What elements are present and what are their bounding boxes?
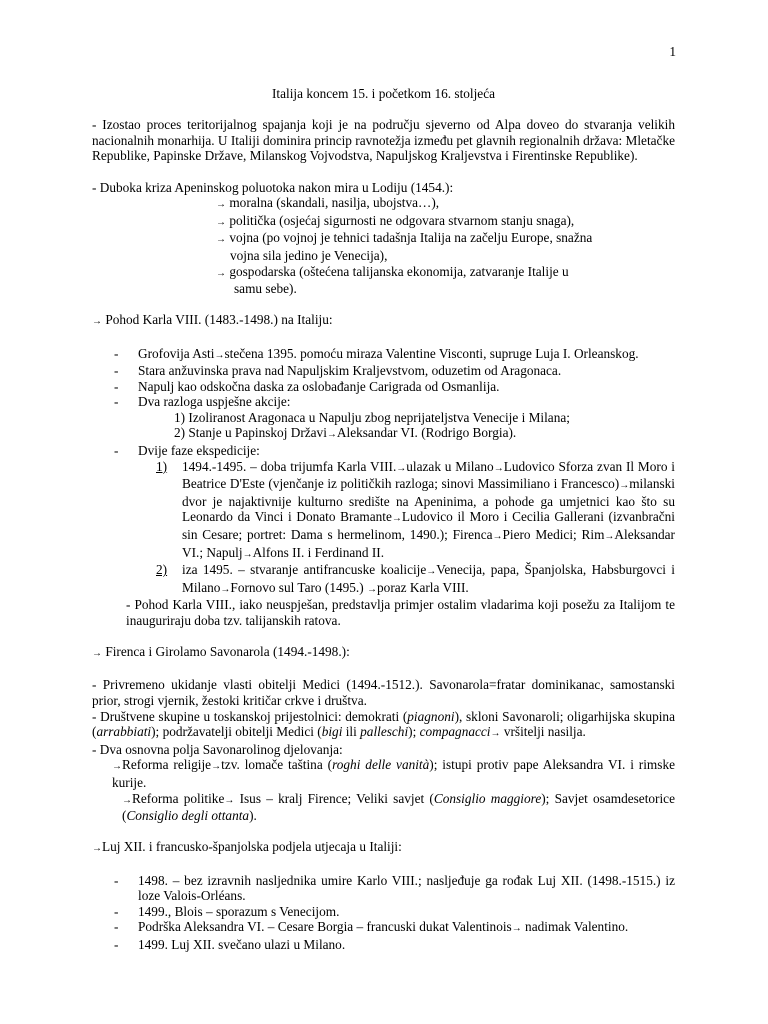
phase-item-2: 2) iza 1495. – stvaranje antifrancuske koalicije→Venecija, papa, Španjolska, Habsburgovci i Milano→Fornovo sul Taro (1495.) →poraz Karla VIII. (156, 562, 675, 595)
arrow-icon: → (511, 923, 522, 935)
reform-politics: →Reforma politike→ Isus – kralj Firence; Veliki savjet (Consiglio maggiore); Savjet osamdesetorice (Consiglio degli ottanta). (122, 790, 675, 824)
list-item: - Podrška Aleksandra VI. – Cesare Borgia – francuski dukat Valentinois→ nadimak Valentino. (114, 919, 629, 935)
luj-section (92, 839, 675, 952)
arrow-icon: → (242, 548, 253, 560)
savonarola-paragraph-2: - Društvene skupine u toskanskoj prijestolnici: demokrati (piagnoni), skloni Savonaroli; oligarhijska skupina (arrabbiati); podržavatelji obitelji Medici (bigi ili palleschi); compagnacci→ vršitelji nasilja. (92, 708, 675, 740)
arrow-icon: → (490, 728, 501, 740)
crisis-section (92, 180, 675, 297)
arrow-icon: → (92, 843, 102, 855)
reason-item-2: 2) Stanje u Papinskoj Državi→Aleksandar VI. (Rodrigo Borgia). (174, 425, 517, 441)
arrow-icon: → (216, 234, 226, 246)
crisis-item-moral: → moralna (skandali, nasilja, ubojstva…), (216, 195, 440, 211)
reason-item-1: 1) Izoliranost Aragonaca u Napulju zbog neprijateljstva Venecije i Milana; (174, 409, 570, 425)
list-item: - 1498. – bez izravnih nasljednika umire Karlo VIII.; nasljeđuje ga rođak Luj XII. (1498.-1515.) iz loze Valois-Orléans. (114, 872, 675, 904)
luj-heading: →Luj XII. i francusko-španjolska podjela utjecaja u Italiji: (92, 839, 402, 855)
arrow-icon: → (396, 462, 407, 474)
page-number: 1 (669, 44, 676, 59)
arrow-icon: → (492, 531, 503, 543)
crisis-item-economic: → gospodarska (oštećena talijanska ekonomija, zatvaranje Italije u (216, 263, 569, 279)
arrow-icon: → (326, 429, 337, 441)
arrow-icon: → (216, 216, 226, 228)
arrow-icon: → (619, 480, 630, 492)
crisis-item-political: → politička (osjećaj sigurnosti ne odgovara stvarnom stanju snaga), (216, 212, 575, 228)
arrow-icon: → (391, 513, 402, 525)
list-item: - Napulj kao odskočna daska za oslobađanje Carigrada od Osmanlija. (114, 378, 500, 394)
karlo-section (92, 312, 675, 628)
savonarola-paragraph-3: - Dva osnovna polja Savonarolinog djelovanja: (92, 741, 343, 757)
arrow-icon: → (426, 566, 437, 578)
savonarola-section (92, 644, 675, 824)
crisis-item-military: → vojna (po vojnoj je tehnici tadašnja Italija na začelju Europe, snažna (216, 230, 593, 246)
arrow-icon: → (224, 794, 235, 806)
karlo-summary: - Pohod Karla VIII., iako neuspješan, predstavlja primjer ostalim vladarima koji posežu za Italijom te inauguriraju doba tzv. talijanskih ratova. (126, 597, 675, 628)
arrow-icon: → (92, 316, 102, 328)
arrow-icon: → (211, 761, 222, 773)
arrow-icon: → (604, 531, 615, 543)
karlo-heading: → Pohod Karla VIII. (1483.-1498.) na Italiju: (92, 312, 333, 328)
arrow-icon: → (367, 583, 378, 595)
arrow-icon: → (493, 462, 504, 474)
arrow-icon: → (216, 199, 226, 211)
arrow-icon: → (216, 267, 226, 279)
list-item: - 1499., Blois – sporazum s Venecijom. (114, 903, 340, 919)
document-body (92, 86, 675, 952)
arrow-icon: → (214, 349, 225, 361)
arrow-icon: → (112, 761, 122, 773)
arrow-icon: → (220, 583, 231, 595)
list-item: - Grofovija Asti→stečena 1395. pomoću miraza Valentine Visconti, supruge Luja I. Orleanskog. (114, 345, 639, 361)
luj-list (92, 873, 675, 953)
crisis-heading: - Duboka kriza Apeninskog poluotoka nakon mira u Lodiju (1454.): (92, 179, 454, 195)
reform-religion: →Reforma religije→tzv. lomače taština (roghi delle vanità); istupi protiv pape Aleksandra VI. i rimske kurije. (112, 757, 675, 790)
savonarola-paragraph-1: - Privremeno ukidanje vlasti obitelji Medici (1494.-1512.). Savonarola=fratar dominikanac, samostanski prior, strogi vjernik, žestoki kritičar crkve i društva. (92, 677, 675, 708)
list-item: - Dvije faze ekspedicije: (114, 443, 260, 459)
karlo-list (92, 346, 675, 410)
arrow-icon: → (92, 648, 102, 660)
crisis-item-economic-cont: samu sebe). (234, 281, 297, 297)
list-item: - 1499. Luj XII. svečano ulazi u Milano. (114, 936, 346, 952)
arrow-icon: → (122, 794, 132, 806)
phase-item-1: 1) 1494.-1495. – doba trijumfa Karla VIII.→ulazak u Milano→Ludovico Sforza zvan Il Moro i Beatrice D'Este (vjenčanje iz političkih razloga; sinovi Massimiliano i Francesco)→milanski dvor je najaktivnije kulturno središte na Apeninima, a pohode ga umjetnici kao što su Leonardo da Vinci i Donato Bramante→Ludovico il Moro i Cecilia Gallerani (izvanbračni sin Cesare; portret: Dama s hermelinom, 1490.); Firenca→Piero Medici; Rim→Aleksandar VI.; Napulj→Alfons II. i Ferdinand II. (156, 458, 676, 560)
savonarola-heading: → Firenca i Girolamo Savonarola (1494.-1498.): (92, 644, 350, 660)
list-item: - Dva razloga uspješne akcije: (114, 394, 291, 410)
list-item: - Stara anžuvinska prava nad Napuljskim Kraljevstvom, oduzetim od Aragonaca. (114, 363, 562, 379)
document-title: Italija koncem 15. i početkom 16. stoljeća (271, 86, 496, 101)
crisis-item-military-cont: vojna sila jedino je Venecija), (230, 247, 388, 263)
intro-paragraph: - Izostao proces teritorijalnog spajanja koji je na području sjeverno od Alpa doveo do stvaranja velikih nacionalnih monarhija. U Italiji dominira princip ravnotežja između pet glavnih regionalnih država: Mletačke Republike, Papinske Države, Milanskog Vojvodstva, Napuljskog Kraljevstva i Firentinske Republike). (92, 117, 676, 164)
